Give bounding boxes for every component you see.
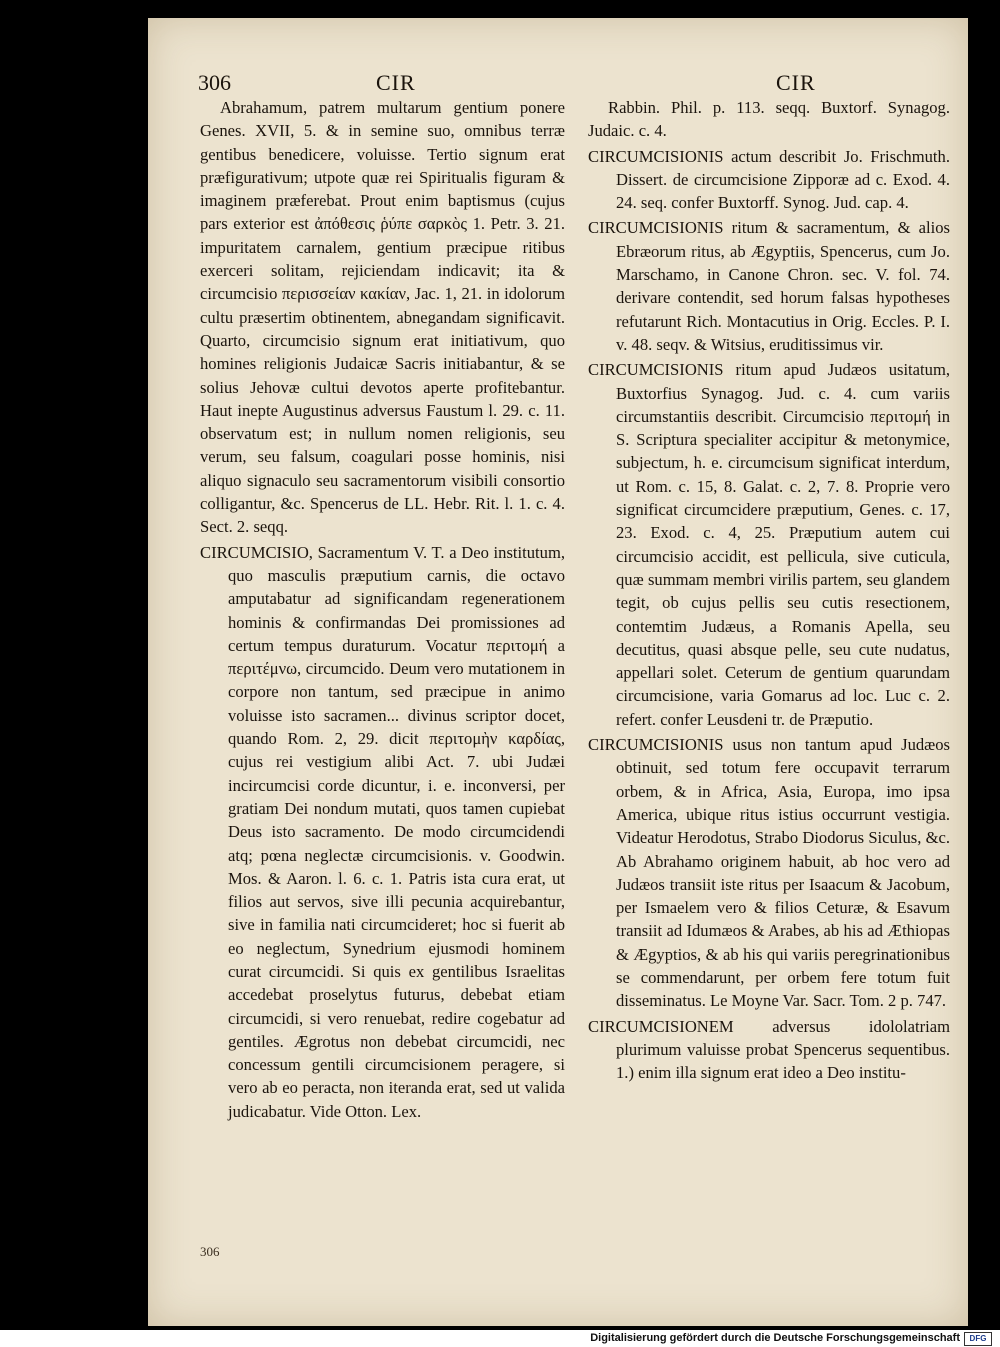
running-head-right: CIR xyxy=(776,70,816,95)
entry-continuation: Abrahamum, patrem multarum gentium ponere Genes. XVII, 5. & in semine suo, omnibus terræ gentibus benedicere, voluisse. Tertio signum erat præfigurativum; utpote quæ rei Spiritualis figuram & imaginem præferebat. Prout enim baptismus (cujus pars exterior est ἀπόθεσις ῥύπε σαρκὸς 1. Petr. 3. 21. impuritatem carnalem, gentium præcipue ritibus exerceri solitam, rejiciendam indicavit; ita & circumcisio περισσείαν κακίαν, Jac. 1, 21. in idolorum cultu præsertim obtinentem, abnegandam significavit. Quarto, circumcisio signum erat initiativum, quo homines religionis Judaicæ Sacris initiabantur, & se solius Jehovæ cultui devotos aperte profitebantur. Haut inepte Augustinus adversus Faustum l. 29. c. 11. observatum est; in nullum nomen religionis, seu verum, seu falsum, coagulari posse hominis, nisi aliquo signaculo seu sacramentorum visibili consortio colligantur, &c. Spencerus de LL. Hebr. Rit. l. 1. c. 4. Sect. 2. seqq. xyxy=(200,98,565,537)
dfg-logo: DFG xyxy=(964,1332,992,1346)
running-head-left: CIR xyxy=(376,70,416,95)
left-column xyxy=(200,96,565,1125)
entry-circumcisionis-actum: CIRCUMCISIONIS actum describit Jo. Frischmuth. Dissert. de circumcisione Zipporæ ad c. Exod. 4. 24. seq. confer Buxtorff. Synog. Jud. cap. 4. xyxy=(588,146,950,213)
entry-circumcisionem: CIRCUMCISIONEM adversus idololatriam plurimum valuisse probat Spencerus sequentibus. 1.) enim illa signum erat ideo a Deo institu- xyxy=(588,1016,950,1083)
page-number: 306 xyxy=(198,70,231,95)
entry-circumcisionis-ritum-sacramentum: CIRCUMCISIONIS ritum & sacramentum, & alios Ebræorum ritus, ab Ægyptiis, Spencerus, cum Jo. Marschamo, in Canone Chron. sec. V. fol. 74. derivare contendit, sed horum falsas hypotheses refutarunt Rich. Montacutius in Orig. Eccles. P. I. v. 48. seqv. & Witsius, eruditissimus vir. xyxy=(588,218,950,354)
book-page xyxy=(148,18,968,1326)
footer-text: Digitalisierung gefördert durch die Deutsche Forschungsgemeinschaft xyxy=(590,1332,960,1344)
digitization-footer xyxy=(0,1330,1000,1347)
entry-continuation-right: Rabbin. Phil. p. 113. seqq. Buxtorf. Synagog. Judaic. c. 4. xyxy=(588,98,950,141)
entry-circumcisionis-ritum-judaeos: CIRCUMCISIONIS ritum apud Judæos usitatum, Buxtorfius Synagog. Jud. c. 4. cum variis circumstantiis describit. Circumcisio περιτομή in S. Scriptura specialiter accipitur & metonymice, subjectum, h. e. circumcisum significat interdum, ut Rom. c. 15, 8. Galat. c. 2, 7. 8. Proprie vero significat circumcidere præputium, Genes. c. 17, 23. Exod. c. 4, 25. Præputium autem cui circumcisio accidit, est pellicula, sive cuticula, quæ summam membri virilis partem, seu glandem tegit, ob cujus pellis seu cutis resectionem, contemtim Judæus, a Romanis Apella, seu decutitus, quasi absque pelle, seu cute nudatus, appellari solet. Ceterum de gentium quarundam circumcisione, varia Gomarus ad loc. Luc c. 2. refert. confer Leusdeni tr. de Præputio. xyxy=(588,360,950,729)
right-column xyxy=(588,96,950,1086)
entry-circumcisio: CIRCUMCISIO, Sacramentum V. T. a Deo institutum, quo masculis præputium carnis, die octavo amputabatur ad significandam regenerationem hominis & confirmandas Dei promissiones ad certum tempus duraturum. Vocatur περιτομή a περιτέμνω, circumcido. Deum vero mutationem in corpore non tantum, sed præcipue in animo voluisse isto sacramen... divinus scriptor docet, quando Rom. 2, 29. dicit περιτομὴν καρδίας, cujus rei vestigium alibi Act. 7. ubi Judæi incircumcisi corde dicuntur, i. e. inconversi, per gratiam Dei nondum mutati, quos tamen cupiebat Deus isto sacramento. De modo circumcidendi atq; pœna neglectæ circumcisionis. v. Goodwin. Mos. & Aaron. l. 6. c. 1. Patris ista cura erat, ut filios aut servos, sive illi pecunia acquirebantur, sive in familia nati circumcideret; hoc si fuerit ab eo neglectum, Synedrium ejusmodi hominem curat circumcidi. Si quis ex gentilibus Israelitas accedebat proselytus futurus, debebat etiam circumcidi, si vero renuebat, redire cogebatur ad gentiles. Ægrotus non debebat circumcidi, nec concessum gentili circumcisionem peragere, si vero ab eo peracta, non iteranda erat, sed ut valida judicabatur. Vide Otton. Lex. xyxy=(200,542,565,1121)
signature-mark: 306 xyxy=(200,1244,220,1259)
entry-circumcisionis-usus: CIRCUMCISIONIS usus non tantum apud Judæos obtinuit, sed totum fere occupavit terrarum orbem, & in Africa, Asia, Europa, imo ipsa America, ubique ritus istius occurrunt vestigia. Videatur Herodotus, Strabo Diodorus Siculus, &c. Ab Abrahamo originem habuit, ab hoc vero ad Judæos transiit iste ritus per Isaacum & Jacobum, per Ismaelem vero & filios Ceturæ, & Esavum transiit ad Idumæos & Arabes, ab his ad Æthiopas & Ægyptios, & ab his qui variis peregrinationibus se commendarunt, per orbem fere totum fuit disseminatus. Le Moyne Var. Sacr. Tom. 2 p. 747. xyxy=(588,735,950,1011)
